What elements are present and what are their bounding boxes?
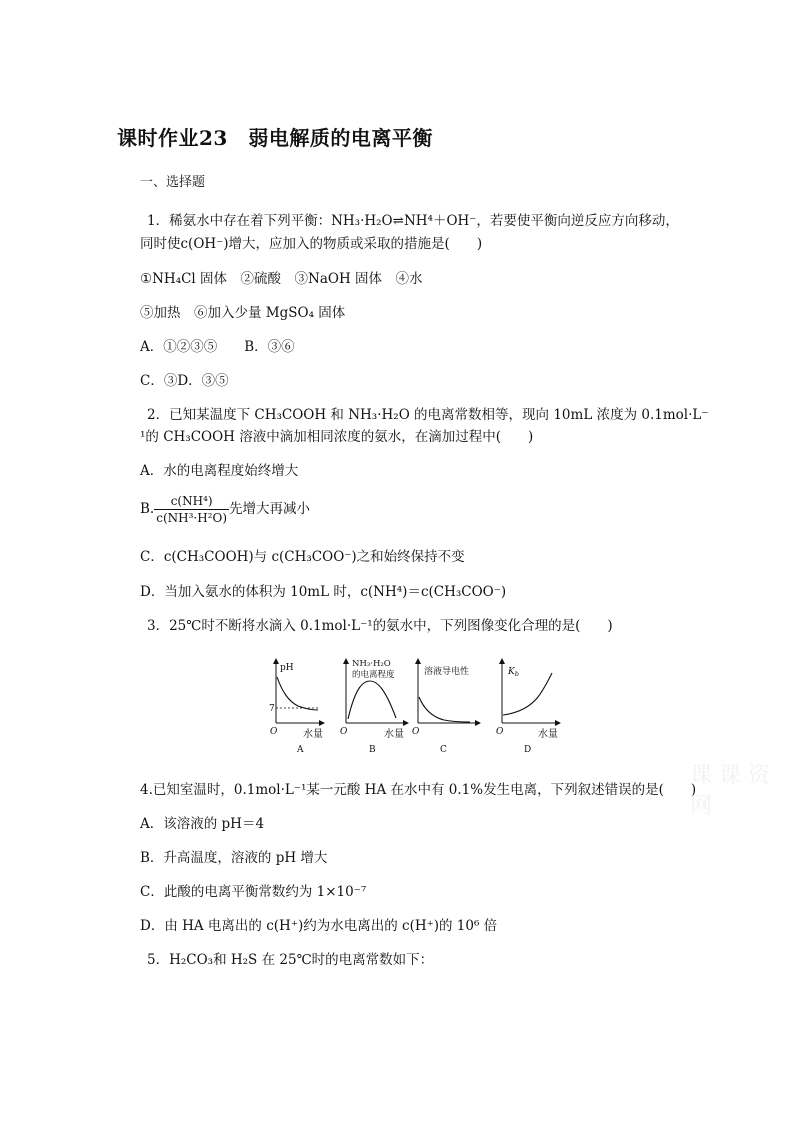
choice-b-prefix: B. — [140, 501, 155, 517]
graph-c-origin: O — [412, 727, 420, 737]
question-1-options-1: ①NH₄Cl 固体 ②硫酸 ③NaOH 固体 ④水 — [140, 271, 423, 287]
graph-a-origin: O — [270, 727, 278, 737]
graph-d-y-label: $K_b$ — [508, 667, 519, 678]
graph-c-caption: C — [440, 745, 447, 755]
question-1-line-2: 同时使c(OH⁻)增大，应加入的物质或采取的措施是( ) — [140, 236, 483, 252]
graph-b-x-label: 水量 — [384, 729, 404, 740]
graph-d-origin: O — [496, 727, 504, 737]
choice-b-text: 先增大再减小 — [229, 501, 311, 517]
graph-a-caption: A — [297, 745, 304, 755]
question-4-choice-d: D．由 HA 电离出的 c(H⁺)约为水电离出的 c(H⁺)的 10⁶ 倍 — [140, 918, 498, 934]
question-2-choice-d: D．当加入氨水的体积为 10mL 时，c(NH⁴)＝c(CH₃COO⁻) — [140, 584, 507, 600]
graph-a — [269, 659, 324, 755]
graph-c — [412, 659, 480, 755]
question-3-figure — [268, 655, 568, 755]
graph-b-curve — [348, 681, 396, 719]
question-1-options-2: ⑤加热 ⑥加入少量 MgSO₄ 固体 — [140, 305, 346, 321]
graph-c-curve — [419, 697, 470, 722]
question-3-stem: 3．25℃时不断将水滴入 0.1mol·L⁻¹的氨水中，下列图像变化合理的是( ) — [147, 618, 613, 634]
question-5-stem: 5．H₂CO₃和 H₂S 在 25℃时的电离常数如下： — [147, 952, 434, 968]
question-4-choice-a: A．该溶液的 pH＝4 — [140, 816, 265, 832]
graph-d-x-label: 水量 — [538, 729, 558, 740]
question-1-choice-cd: C．③D．③⑤ — [140, 373, 229, 389]
graph-c-y-label: 溶液导电性 — [424, 667, 470, 677]
graph-a-seven-label: 7 — [269, 704, 275, 714]
question-2-line-1: 2．已知某温度下 CH₃COOH 和 NH₃·H₂O 的电离常数相等，现向 10mL 浓度为 0.1mol·L⁻ — [147, 407, 709, 423]
section-heading: 一、选择题 — [140, 175, 206, 190]
graph-d-curve — [503, 673, 552, 715]
question-4-choice-b: B．升高温度，溶液的 pH 增大 — [140, 850, 328, 866]
question-1-line-1: 1．稀氨水中存在着下列平衡：NH₃·H₂O⇌NH⁴＋OH⁻，若要使平衡向逆反应方向移动， — [147, 213, 679, 229]
graph-b-origin: O — [340, 727, 348, 737]
question-4-choice-c: C．此酸的电离平衡常数约为 1×10⁻⁷ — [140, 884, 367, 900]
watermark: 课 课 资 网 — [690, 763, 770, 819]
graph-d — [496, 659, 560, 755]
question-2-choice-b — [140, 493, 310, 526]
question-4-stem: 4.已知室温时，0.1mol·L⁻¹某一元酸 HA 在水中有 0.1%发生电离，下列叙述错误的是( ) — [140, 782, 697, 798]
graph-b-caption: B — [369, 745, 376, 755]
graph-b-y-label-1: NH₃·H₂O — [352, 659, 391, 669]
question-2-line-2: ¹的 CH₃COOH 溶液中滴加相同浓度的氨水，在滴加过程中( ) — [140, 429, 534, 445]
fraction-denominator: c(NH³·H²O) — [156, 511, 228, 525]
graph-a-y-label: pH — [280, 663, 294, 673]
question-2-choice-a: A．水的电离程度始终增大 — [140, 463, 299, 479]
fraction — [154, 493, 229, 526]
graph-d-caption: D — [524, 745, 532, 755]
question-2-choice-c: C．c(CH₃COOH)与 c(CH₃COO⁻)之和始终保持不变 — [140, 549, 465, 565]
graph-b-y-label-2: 的电离程度 — [352, 670, 395, 680]
fraction-numerator: c(NH⁴) — [154, 493, 229, 510]
graph-a-x-label: 水量 — [303, 729, 323, 740]
graph-a-curve — [277, 677, 318, 710]
page-title: 课时作业23 弱电解质的电离平衡 — [117, 126, 433, 150]
graph-b — [340, 659, 408, 755]
question-1-choice-ab: A．①②③⑤ B．③⑥ — [140, 339, 295, 355]
